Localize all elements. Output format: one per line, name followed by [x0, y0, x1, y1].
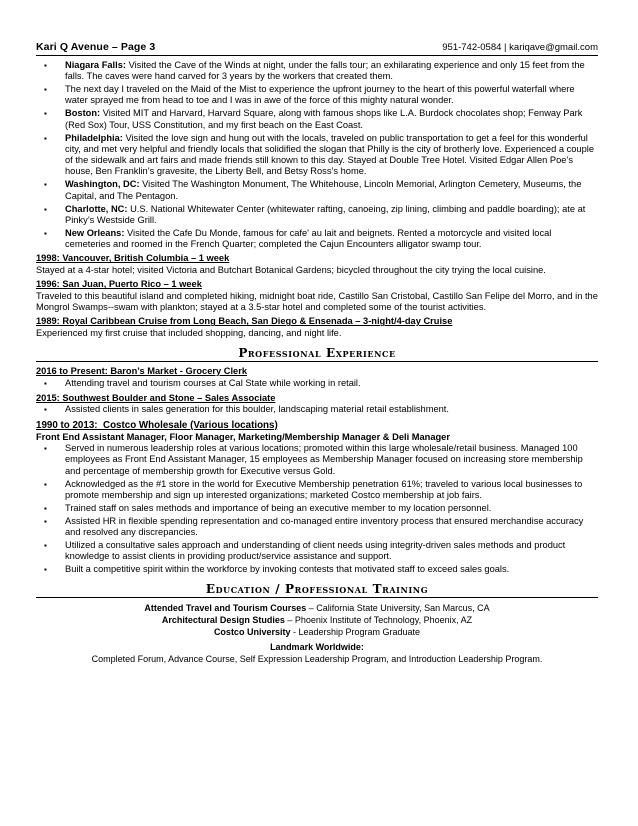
job-bullet: ▪ Acknowledged as the #1 store in the world for Executive Membership penetration 61%; traveled to various local businesses to promote membership and sign up interested organizations; marketed Costco membership at job fairs. — [36, 479, 598, 502]
travel-item-text: Visited the love sign and hung out with the locals, traveled on public transportation to get a feel for this wonderful city, and met very helpful and friendly locals that solidified the slogan that Philly is the city of brotherly love. Experienced a couple of the sidewalk and art fairs and made friends still known to this day. Stayed at Double Tree Hotel. Visited Edgar Allen Poe’s house, Ben Franklin’s gravesite, the Liberty Bell, and Betsy Ross’s home. — [65, 132, 595, 177]
resume-page — [36, 40, 598, 665]
job-title-dates: 1990 to 2013: — [36, 419, 98, 431]
job-bullets — [36, 378, 598, 389]
job-bullet: ▪ Utilized a consultative sales approach and understanding of client needs using integrity-driven sales methods and product knowledge to assist clients in providing product/service assistance and support. — [36, 540, 598, 563]
job-title-company: Costco Wholesale (Various locations) — [103, 419, 278, 431]
trip-entry — [36, 253, 598, 276]
trip-entry — [36, 316, 598, 339]
education-list — [36, 603, 598, 665]
education-item-detail: - Leadership Program Graduate — [290, 626, 421, 637]
trip-text: Experienced my first cruise that included shopping, dancing, and night life. — [36, 327, 342, 338]
travel-item-label: Washington, DC: — [65, 179, 140, 190]
education-item-name: Costco University — [213, 626, 291, 637]
education-item-detail: – California State University, San Marcus, CA — [306, 603, 490, 614]
travel-item-label: New Orleans: — [65, 227, 125, 238]
job-entry — [36, 366, 598, 389]
job-bullet: ▪ Served in numerous leadership roles at various locations; promoted within this large wholesale/retail business. Managed 100 employees as Front End Assistant Manager, 15 employees as Membership Manager focused on increasing store membership and percentage of membership growth for Executive versus Gold. — [36, 443, 598, 477]
job-bullet: ▪ Built a competitive spirit within the workforce by invoking contests that motivated staff to exceed sales goals. — [36, 564, 598, 575]
landmark-text: Completed Forum, Advance Course, Self Expression Leadership Program, and Introduction Leadership Program. — [91, 653, 543, 664]
job-entry — [36, 393, 598, 416]
trip-text: Stayed at a 4-star hotel; visited Victoria and Butchart Botanical Gardens; bicycled throughout the city trying the local cuisine. — [36, 264, 546, 275]
travel-item-text: The next day I traveled on the Maid of the Mist to experience the upfront journey to the heart of this powerful waterfall where water sprayed me from head to toe and I was in awe of the force of this mighty natural wonder. — [65, 84, 575, 106]
page-header — [36, 40, 598, 56]
travel-item-text: Visited the Cave of the Winds at night, under the falls tour; an exhilarating experience and only 15 feet from the falls. The caves were hand carved for 3 years by the workers that created them. — [65, 60, 585, 82]
travel-item-text: U.S. National Whitewater Center (whitewater rafting, canoeing, zip lining, climbing and paddle boarding); ate at Pinky’s Westside Grill. — [65, 203, 586, 225]
travel-item-text: Visited The Washington Monument, The Whitehouse, Lincoln Memorial, Arlington Cemetery, Museums, the Capital, and The Pentagon. — [65, 179, 582, 201]
trip-title: 1996: San Juan, Puerto Rico – 1 week — [36, 279, 202, 290]
trip-title: 1998: Vancouver, British Columbia – 1 week — [36, 253, 230, 264]
travel-item-text: Visited the Cafe Du Monde, famous for cafe' au lait and beignets. Rented a motorcycle and visited local cemeteries and roomed in the French Quarter; completed the Cajun Encounters alligator swamp tour. — [65, 227, 552, 250]
education-item — [36, 603, 598, 615]
job-bullet: ▪ Assisted clients in sales generation for this boulder, landscaping material retail establishment. — [36, 404, 598, 415]
travel-item-label: Boston: — [65, 108, 101, 119]
travel-item — [36, 204, 598, 227]
travel-item — [36, 133, 598, 178]
job-bullets — [36, 443, 598, 575]
travel-item-text: Visited MIT and Harvard, Harvard Square, along with famous shops like L.A. Burdock chocolates shop; Fenway Park (Red Sox) Tour, USS Constitution, and my first beach on the East Coast. — [65, 108, 583, 130]
job-entry — [36, 420, 598, 576]
education-item-detail: – Phoenix Institute of Technology, Phoenix, AZ — [284, 614, 473, 625]
job-bullet: ▪ Attending travel and tourism courses at Cal State while working in retail. — [36, 378, 598, 389]
travel-item — [36, 108, 598, 131]
trip-title: 1989: Royal Caribbean Cruise from Long Beach, San Diego & Ensenada – 3-night/4-day Cruise — [36, 316, 453, 327]
travel-item-label: Niagara Falls: — [65, 60, 126, 70]
travel-item — [36, 60, 598, 83]
travel-item — [36, 228, 598, 251]
education-item — [36, 615, 598, 627]
header-contact: 951-742-0584 | kariqave@gmail.com — [442, 42, 598, 53]
landmark-title: Landmark Worldwide: — [270, 642, 364, 653]
education-item-name: Architectural Design Studies — [161, 614, 285, 625]
travel-item — [36, 84, 598, 107]
education-item-name: Attended Travel and Tourism Courses — [144, 603, 307, 614]
professional-experience-heading: Professional Experience — [36, 346, 598, 362]
travel-item-label: Charlotte, NC: — [65, 203, 128, 214]
job-bullet: ▪ Assisted HR in flexible spending representation and co-managed entire inventory process that ensured merchandise accuracy and resolved any discrepancies. — [36, 516, 598, 539]
travel-list — [36, 60, 598, 250]
job-title — [36, 420, 598, 432]
education-item — [36, 627, 598, 639]
trip-entry — [36, 279, 598, 313]
education-heading: Education / Professional Training — [36, 582, 598, 598]
trip-text: Traveled to this beautiful island and completed hiking, midnight boat ride, Castillo San Cristobal, Castillo San Felipe del Morro, and in the Mongrol Swamps--swam with plankton; stayed at a 3.5-star hotel and completed some of the tourist activities. — [36, 290, 598, 312]
job-bullets — [36, 404, 598, 415]
job-bullet: ▪ Trained staff on sales methods and importance of being an executive member to my location personnel. — [36, 503, 598, 514]
travel-item-label: Philadelphia: — [65, 132, 123, 143]
travel-item — [36, 179, 598, 202]
job-title: 2015: Southwest Boulder and Stone – Sales Associate — [36, 392, 276, 403]
job-title: 2016 to Present: Baron’s Market - Grocery Clerk — [36, 366, 247, 376]
job-subtitle: Front End Assistant Manager, Floor Manager, Marketing/Membership Manager & Deli Manager — [36, 431, 450, 442]
header-name: Kari Q Avenue – Page 3 — [36, 41, 156, 53]
